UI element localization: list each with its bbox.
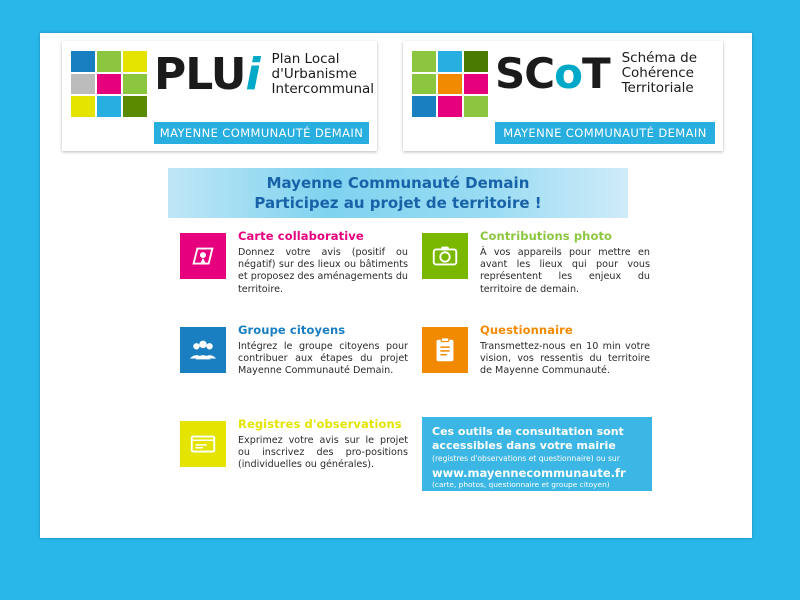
swatch: [71, 74, 95, 95]
title-line-2: Participez au projet de territoire !: [254, 194, 542, 212]
feature-title: Groupe citoyens: [238, 323, 346, 337]
logo-plui-banner: MAYENNE COMMUNAUTÉ DEMAIN: [154, 122, 369, 144]
info-box-line-1: Ces outils de consultation sont accessibles dans votre mairie: [432, 425, 624, 452]
title-line-1: Mayenne Communauté Demain: [266, 174, 530, 192]
title-band: [168, 168, 628, 218]
logo-scot-banner: MAYENNE COMMUNAUTÉ DEMAIN: [495, 122, 715, 144]
swatch: [412, 74, 436, 95]
swatch: [464, 51, 488, 72]
swatch: [412, 51, 436, 72]
people-group-icon: [180, 327, 226, 373]
logo-plui-subtitle-line3: Intercommunal: [271, 81, 375, 97]
feature-title: Contributions photo: [480, 229, 613, 243]
logo-scot-word-accent: o: [554, 49, 582, 98]
feature-text: Donnez votre avis (positif ou négatif) sur des lieux ou bâtiments et proposez des aménagements du territoire.: [238, 247, 408, 295]
logo-plui-subtitle: [272, 52, 375, 97]
feature-text: À vos appareils pour mettre en avant les lieux qui pour vous représentent les enjeux du territoire de demain.: [480, 247, 650, 295]
logo-scot-word-a: SC: [495, 49, 555, 98]
logo-scot-subtitle-line3: Territoriale: [621, 80, 694, 96]
logo-plui-wordmark: [154, 49, 374, 100]
swatch: [438, 96, 462, 117]
feature-title: Carte collaborative: [238, 229, 364, 243]
swatch: [71, 51, 95, 72]
feature-questionnaire: [422, 323, 650, 378]
feature-title: Questionnaire: [480, 323, 573, 337]
logo-scot-subtitle-line1: Schéma de: [621, 50, 698, 66]
logo-scot-word: [495, 49, 610, 98]
logo-plui-word: [154, 49, 260, 100]
logo-scot-wordmark: [495, 49, 697, 98]
swatch: [123, 74, 147, 95]
swatch: [464, 96, 488, 117]
swatch: [97, 74, 121, 95]
feature-title: Registres d'observations: [238, 417, 402, 431]
swatch: [412, 96, 436, 117]
logo-scot-subtitle-line2: Cohérence: [621, 65, 694, 81]
feature-groupe-citoyens: [180, 323, 408, 378]
poster-page: [40, 33, 752, 538]
feature-text: Exprimez votre avis sur le projet ou inscrivez des pro-positions (individuelles ou générales).: [238, 435, 408, 471]
feature-contributions-photo: [422, 229, 650, 296]
swatch: [123, 51, 147, 72]
clipboard-icon: [422, 327, 468, 373]
logo-plui-swatches: [71, 51, 147, 117]
info-box: [422, 417, 652, 491]
info-box-line-4: (carte, photos, questionnaire et groupe citoyen): [432, 480, 610, 489]
swatch: [438, 51, 462, 72]
feature-text: Transmettez-nous en 10 min votre vision, vos ressentis du territoire de Mayenne Communauté.: [480, 341, 650, 377]
swatch: [97, 96, 121, 117]
info-box-line-2: (registres d'observations et questionnaire) ou sur: [432, 454, 620, 463]
logo-scot-subtitle: [622, 51, 697, 96]
logo-plui-subtitle-line2: d'Urbanisme: [271, 66, 357, 82]
camera-icon: [422, 233, 468, 279]
feature-carte-collaborative: [180, 229, 408, 296]
logo-plui-word-main: PLU: [154, 49, 246, 100]
swatch: [123, 96, 147, 117]
swatch: [71, 96, 95, 117]
info-box-website[interactable]: www.mayennecommunaute.fr: [432, 466, 626, 480]
feature-registres-observations: [180, 417, 408, 472]
logo-scot-word-b: T: [581, 49, 610, 98]
logo-scot-swatches: [412, 51, 488, 117]
register-book-icon: [180, 421, 226, 467]
feature-text: Intégrez le groupe citoyens pour contribuer aux étapes du projet Mayenne Communauté Demain.: [238, 341, 408, 377]
logo-scot: [403, 41, 723, 151]
logo-plui: [62, 41, 377, 151]
map-pin-icon: [180, 233, 226, 279]
swatch: [464, 74, 488, 95]
logo-plui-word-accent: i: [245, 49, 260, 100]
logo-plui-subtitle-line1: Plan Local: [271, 51, 340, 67]
swatch: [438, 74, 462, 95]
swatch: [97, 51, 121, 72]
